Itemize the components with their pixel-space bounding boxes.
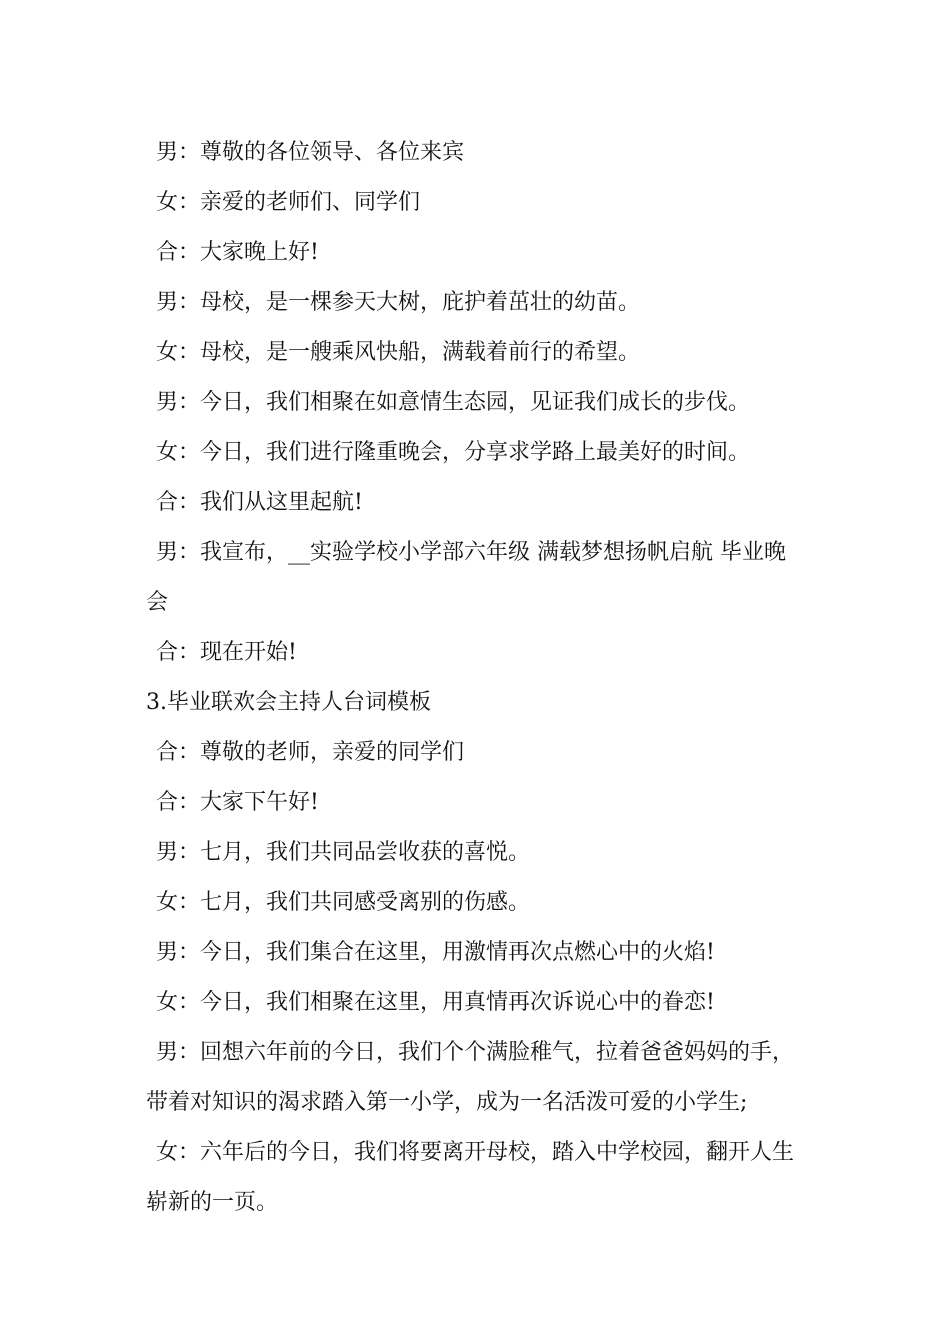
dialogue-line-continuation: 带着对知识的渴求踏入第一小学，成为一名活泼可爱的小学生; [146,1090,748,1115]
dialogue-line: 合：我们从这里起航! [156,490,363,515]
dialogue-line: 女：六年后的今日，我们将要离开母校，踏入中学校园，翻开人生 [156,1140,795,1165]
dialogue-line: 女：七月，我们共同感受离别的伤感。 [156,890,531,915]
dialogue-line: 女：母校，是一艘乘风快船，满载着前行的希望。 [156,340,641,365]
section-heading: 3.毕业联欢会主持人台词模板 [146,690,431,715]
dialogue-line-continuation: 崭新的一页。 [146,1190,279,1215]
document-body [146,128,816,1228]
dialogue-line: 男：母校，是一棵参天大树，庇护着茁壮的幼苗。 [156,290,641,315]
dialogue-line: 女：今日，我们进行隆重晚会，分享求学路上最美好的时间。 [156,440,751,465]
dialogue-line: 男：尊敬的各位领导、各位来宾 [156,140,465,165]
dialogue-line: 合：大家晚上好! [156,240,319,265]
dialogue-line: 男：回想六年前的今日，我们个个满脸稚气，拉着爸爸妈妈的手， [156,1040,795,1065]
dialogue-line: 男：我宣布，__实验学校小学部六年级 满载梦想扬帆启航 毕业晚 [156,540,786,565]
dialogue-line: 男：今日，我们集合在这里，用激情再次点燃心中的火焰! [156,940,715,965]
dialogue-line: 女：亲爱的老师们、同学们 [156,190,421,215]
dialogue-line: 合：尊敬的老师，亲爱的同学们 [156,740,465,765]
dialogue-line: 合：现在开始! [156,640,297,665]
dialogue-line: 男：七月，我们共同品尝收获的喜悦。 [156,840,531,865]
dialogue-line: 男：今日，我们相聚在如意情生态园，见证我们成长的步伐。 [156,390,751,415]
dialogue-line: 女：今日，我们相聚在这里，用真情再次诉说心中的眷恋! [156,990,715,1015]
dialogue-line-continuation: 会 [146,590,169,615]
dialogue-line: 合：大家下午好! [156,790,319,815]
